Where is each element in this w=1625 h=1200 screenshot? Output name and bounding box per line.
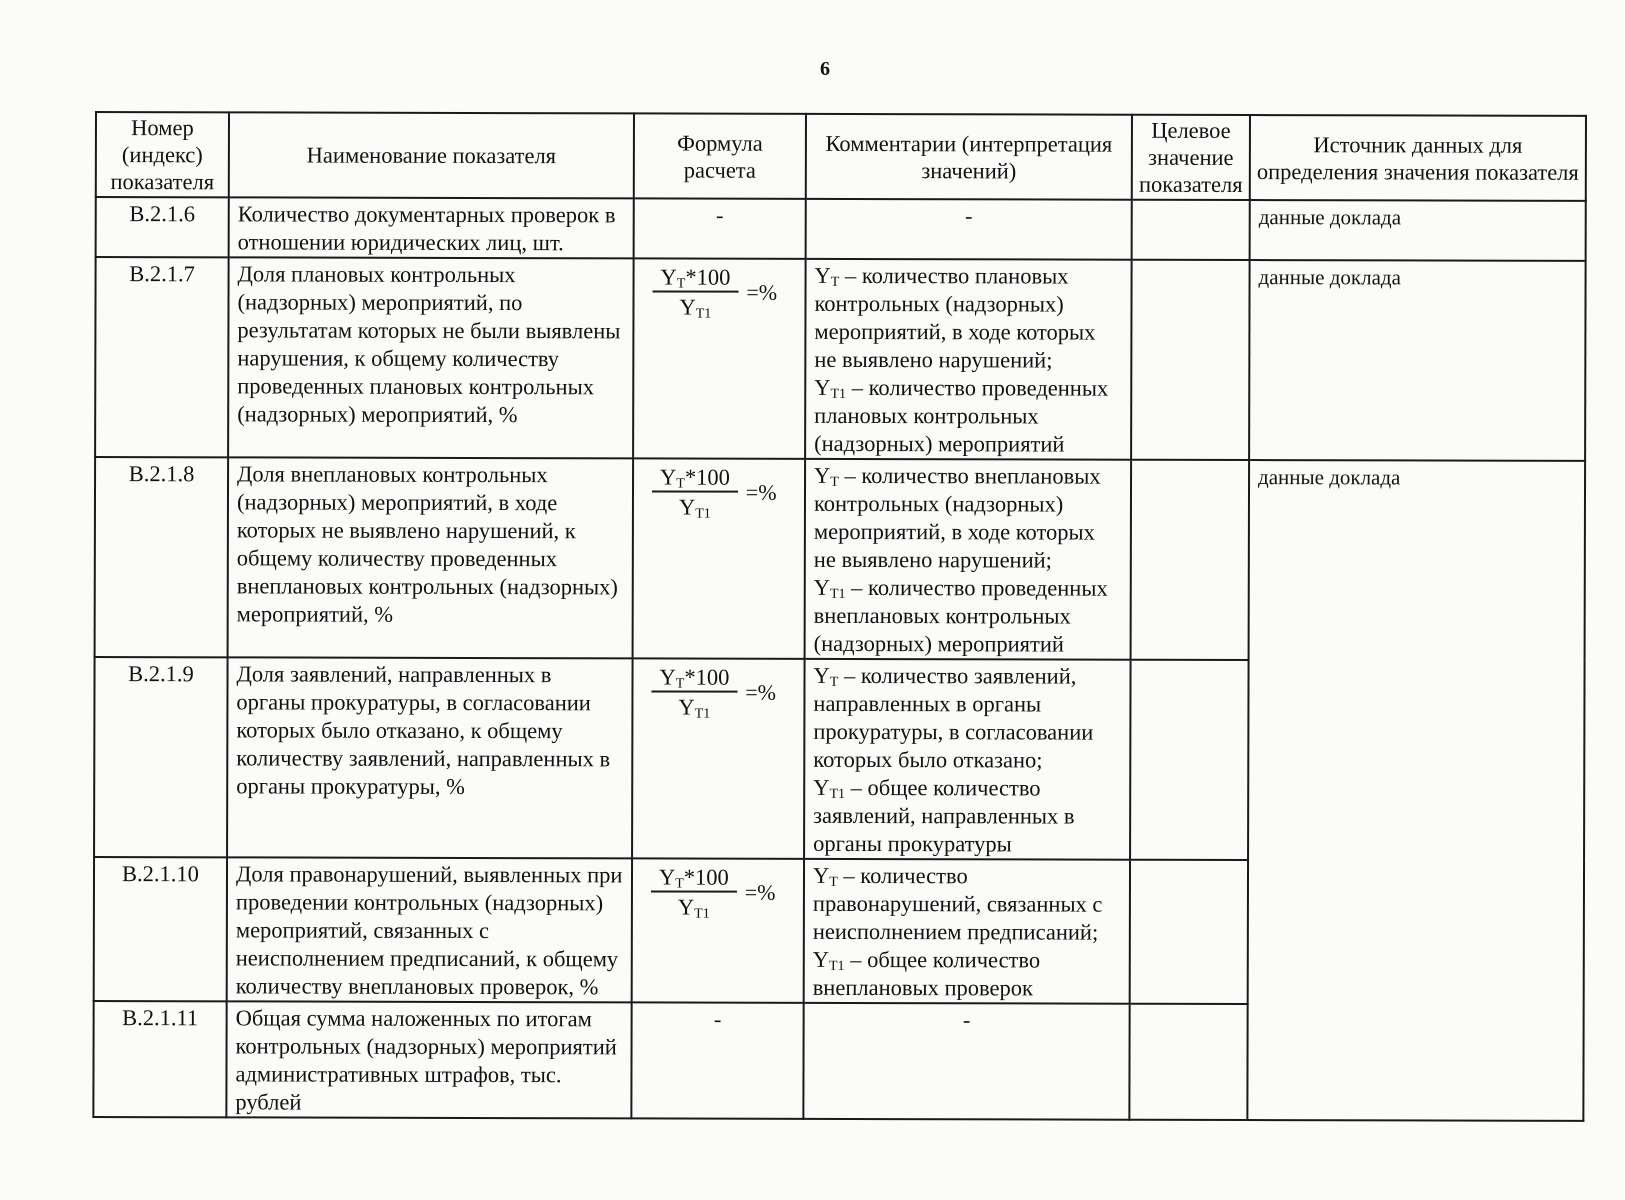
header-number: Номер (индекс) показателя: [96, 112, 229, 197]
indicator-target: [1132, 200, 1250, 260]
formula-fraction: [651, 863, 737, 920]
indicators-table: [92, 111, 1587, 1122]
indicator-target: [1129, 1004, 1247, 1120]
table-header-row: [96, 112, 1586, 201]
formula-result-unit: =%: [744, 879, 776, 905]
indicator-number: В.2.1.8: [95, 457, 229, 657]
comment-part-2: $Y_{T1}$ – общее количество заявлений, направленных в органы прокуратуры: [813, 774, 1075, 857]
indicator-name: Доля правонарушений, выявленных при проведении контрольных (надзорных) мероприятий, связанных с неисполнением предписаний, к общему количеству внеплановых проверок, %: [227, 857, 632, 1002]
indicator-number: В.2.1.9: [94, 657, 228, 857]
table-row: [95, 257, 1586, 461]
formula-fraction: [652, 263, 738, 320]
header-target: Целевое значение показателя: [1132, 115, 1250, 200]
indicator-formula: [632, 658, 805, 858]
formula-expression: [652, 463, 777, 520]
table-row: [96, 197, 1586, 261]
indicator-source: данные доклада: [1249, 260, 1586, 461]
formula-denominator: $Y_{T1}$: [678, 494, 711, 522]
formula-fraction: [652, 463, 738, 520]
indicator-formula: [633, 458, 806, 658]
table-row: [95, 457, 1586, 661]
comment-part-2: $Y_{T1}$ – количество проведенных плановых контрольных (надзорных) мероприятий: [814, 374, 1109, 457]
indicator-number: В.2.1.11: [93, 1001, 226, 1117]
indicator-source: данные доклада: [1250, 200, 1586, 261]
header-comment: Комментарии (интерпретация значений): [806, 114, 1132, 200]
indicator-target: [1131, 260, 1250, 460]
formula-numerator: $Y_T*100$: [653, 263, 739, 292]
indicator-comment: [805, 459, 1132, 660]
indicator-name: Доля плановых контрольных (надзорных) мероприятий, по результатам которых не были выявлены нарушения, к общему количеству проведенных плановых контрольных (надзорных) мероприятий, %: [228, 257, 634, 458]
formula-result-unit: =%: [745, 679, 777, 705]
indicator-comment: -: [806, 199, 1132, 260]
formula-expression: [651, 663, 776, 720]
formula-result-unit: =%: [746, 279, 778, 305]
indicator-formula: [633, 258, 806, 458]
formula-result-unit: =%: [745, 479, 777, 505]
formula-expression: [652, 263, 777, 320]
indicator-number: В.2.1.10: [94, 857, 227, 1001]
indicator-formula: -: [634, 198, 806, 258]
comment-part-1: $Y_T$ – количество заявлений, направленных в органы прокуратуры, в согласовании которых было отказано;: [813, 662, 1094, 773]
indicator-name: Доля заявлений, направленных в органы прокуратуры, в согласовании которых было отказано, к общему количеству заявлений, направленных в органы прокуратуры, %: [227, 657, 633, 858]
indicator-comment: [804, 659, 1131, 860]
header-formula: Формула расчета: [634, 113, 806, 198]
indicator-source: данные доклада: [1247, 460, 1585, 1121]
indicator-formula: -: [631, 1002, 803, 1118]
indicator-formula: [632, 858, 804, 1002]
indicator-comment: -: [803, 1003, 1129, 1120]
formula-fraction: [651, 663, 737, 720]
indicator-number: В.2.1.7: [95, 257, 229, 457]
comment-part-2: $Y_{T1}$ – общее количество внеплановых проверок: [812, 946, 1041, 1001]
indicator-number: В.2.1.6: [96, 197, 229, 257]
formula-denominator: $Y_{T1}$: [678, 694, 711, 722]
comment-part-2: $Y_{T1}$ – количество проведенных внеплановых контрольных (надзорных) мероприятий: [813, 574, 1108, 657]
indicator-target: [1130, 660, 1249, 860]
formula-expression: [651, 863, 776, 920]
indicator-name: Количество документарных проверок в отношении юридических лиц, шт.: [229, 197, 634, 258]
formula-numerator: $Y_T*100$: [652, 463, 738, 492]
indicators-table-wrapper: [92, 111, 1585, 1122]
indicator-comment: [804, 859, 1130, 1004]
indicator-target: [1130, 860, 1248, 1004]
page-number: 6: [820, 58, 830, 80]
comment-part-1: $Y_T$ – количество плановых контрольных (надзорных) мероприятий, в ходе которых не выявлено нарушений;: [814, 262, 1096, 373]
indicator-comment: [805, 259, 1132, 460]
formula-denominator: $Y_{T1}$: [679, 294, 712, 322]
indicator-name: Общая сумма наложенных по итогам контрольных (надзорных) мероприятий административных штрафов, тыс. рублей: [226, 1001, 631, 1118]
comment-part-1: $Y_T$ – количество внеплановых контрольных (надзорных) мероприятий, в ходе которых не выявлено нарушений;: [813, 462, 1101, 573]
header-source: Источник данных для определения значения показателя: [1250, 115, 1586, 201]
header-name: Наименование показателя: [229, 112, 634, 198]
indicator-target: [1131, 460, 1250, 660]
formula-numerator: $Y_T*100$: [651, 863, 737, 892]
comment-part-1: $Y_T$ – количество правонарушений, связанных с неисполнением предписаний;: [812, 862, 1103, 945]
formula-numerator: $Y_T*100$: [651, 663, 737, 692]
formula-denominator: $Y_{T1}$: [677, 894, 710, 922]
indicator-name: Доля внеплановых контрольных (надзорных) мероприятий, в ходе которых не выявлено нарушений, к общему количеству проведенных внеплановых контрольных (надзорных) мероприятий, %: [228, 457, 634, 658]
